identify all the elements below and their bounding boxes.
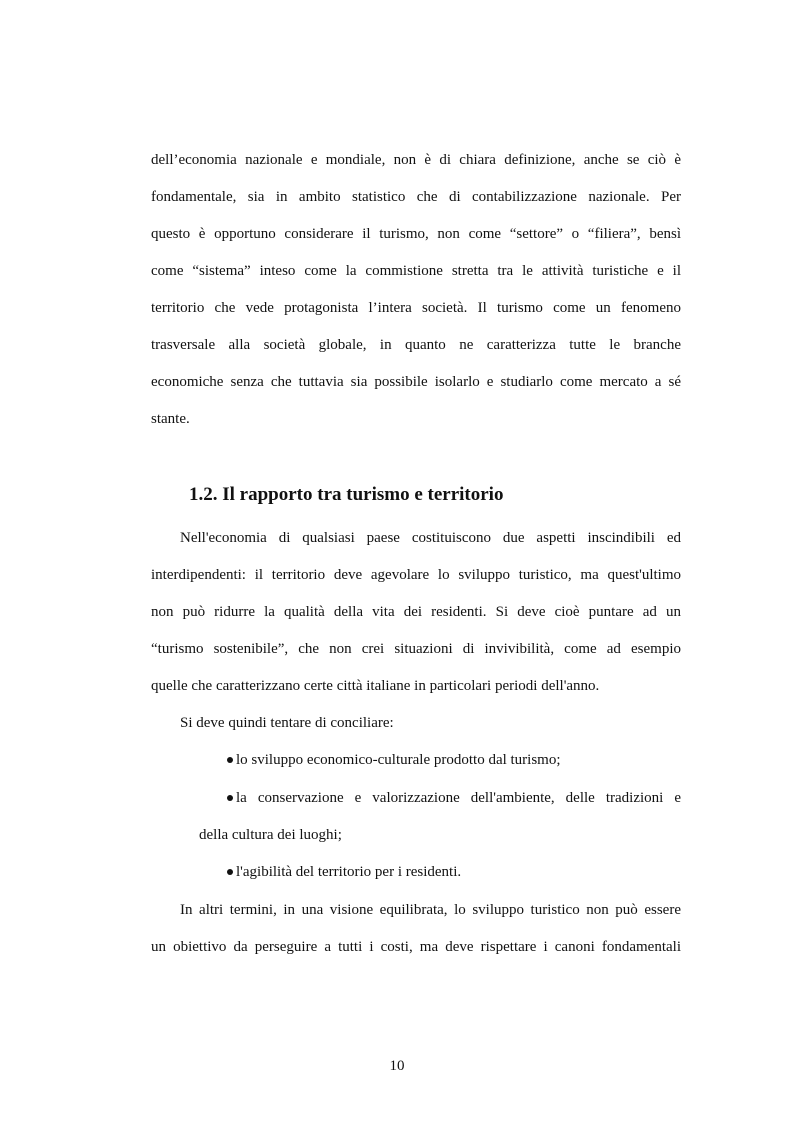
list-item	[227, 788, 681, 808]
text-line: dell’economia nazionale e mondiale, non è di chiara definizione, anche se ciò è	[151, 152, 681, 168]
text-line: un obiettivo da perseguire a tutti i costi, ma deve rispettare i canoni fondamentali	[151, 939, 681, 955]
text-line: questo è opportuno considerare il turismo, non come “settore” o “filiera”, bensì	[151, 226, 681, 242]
list-item	[227, 750, 561, 770]
text-line: “turismo sostenibile”, che non crei situazioni di invivibilità, come ad esempio	[151, 641, 681, 657]
bullet-icon	[227, 757, 233, 763]
page-number: 10	[389, 1058, 405, 1074]
text-line: fondamentale, sia in ambito statistico che di contabilizzazione nazionale. Per	[151, 189, 681, 205]
list-intro: Si deve quindi tentare di conciliare:	[180, 715, 394, 731]
list-item-text: la conservazione e valorizzazione dell'ambiente, delle tradizioni e	[236, 790, 681, 806]
text-line: non può ridurre la qualità della vita dei residenti. Si deve cioè puntare ad un	[151, 604, 681, 620]
text-line: quelle che caratterizzano certe città italiane in particolari periodi dell'anno.	[151, 678, 600, 694]
text-line: interdipendenti: il territorio deve agevolare lo sviluppo turistico, ma quest'ultimo	[151, 567, 681, 583]
list-item-continuation: della cultura dei luoghi;	[199, 827, 342, 843]
text-line: come “sistema” inteso come la commistione stretta tra le attività turistiche e il	[151, 263, 681, 279]
bullet-icon	[227, 795, 233, 801]
text-line: In altri termini, in una visione equilibrata, lo sviluppo turistico non può essere	[180, 902, 681, 918]
text-line: Nell'economia di qualsiasi paese costituiscono due aspetti inscindibili ed	[180, 530, 681, 546]
text-line: economiche senza che tuttavia sia possibile isolarlo e studiarlo come mercato a sé	[151, 374, 681, 390]
list-item-text: lo sviluppo economico-culturale prodotto dal turismo;	[236, 752, 561, 768]
list-item-text: l'agibilità del territorio per i residenti.	[236, 864, 462, 880]
bullet-icon	[227, 869, 233, 875]
section-heading: 1.2. Il rapporto tra turismo e territorio	[189, 484, 504, 505]
text-line: trasversale alla società globale, in quanto ne caratterizza tutte le branche	[151, 337, 681, 353]
list-item	[227, 862, 461, 882]
text-line: stante.	[151, 411, 190, 427]
text-line: territorio che vede protagonista l’intera società. Il turismo come un fenomeno	[151, 300, 681, 316]
